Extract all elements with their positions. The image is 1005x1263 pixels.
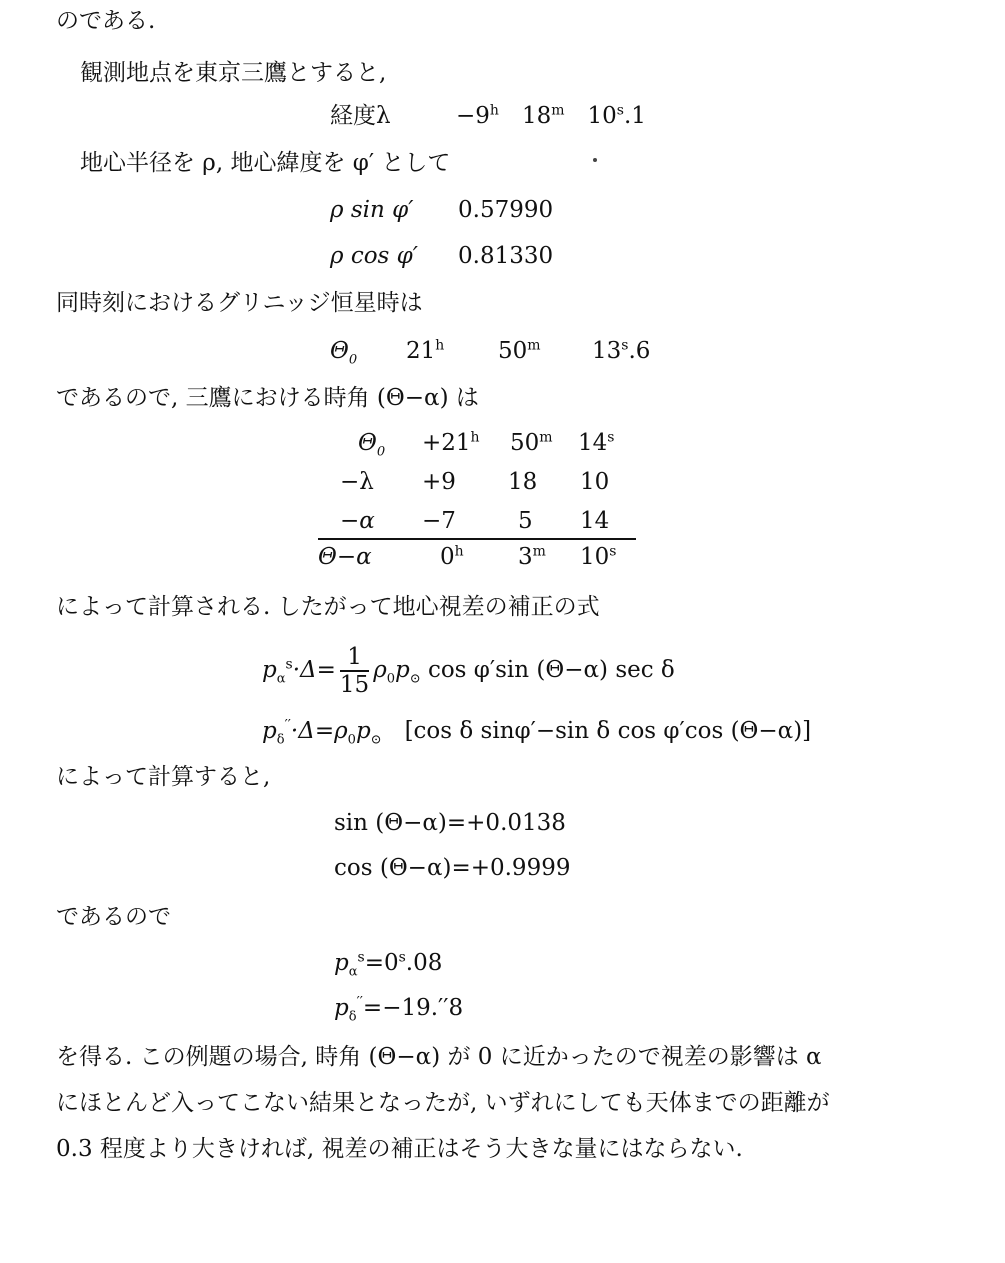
fraction-one-fifteenth: $\frac{1}{15}$ xyxy=(339,644,370,698)
sum-rule xyxy=(318,538,636,540)
calc-row-minutes: 5 xyxy=(518,508,533,534)
text-line-7: 同時刻におけるグリニッジ恒星時は xyxy=(56,290,423,316)
rho-sin-label: ρ sin φ′ xyxy=(330,197,414,223)
calc-result-minutes: 3$^m$ xyxy=(518,543,546,570)
calc-row-minutes: 18 xyxy=(508,469,538,495)
calc-row-seconds: 10 xyxy=(580,469,610,495)
calc-row-label: −λ xyxy=(340,469,374,495)
text-line-20: であるので xyxy=(56,904,171,930)
calc-row-label: −α xyxy=(340,508,375,534)
rho-cos-label: ρ cos φ′ xyxy=(330,243,419,269)
formula-delta-parallax: $p_\delta''\cdot\Delta=\rho_0p_⊙$ [cos δ sinφ′−sin δ cos φ′cos (Θ−α)] xyxy=(262,717,812,748)
text-line-1: のである. xyxy=(56,8,156,34)
calc-result-label: Θ−α xyxy=(318,544,372,570)
sin-hour-angle-eq: sin (Θ−α)=+0.0138 xyxy=(334,810,566,836)
cos-hour-angle-eq: cos (Θ−α)=+0.9999 xyxy=(334,855,571,881)
calc-row-hours: −7 xyxy=(422,508,456,534)
calc-row-seconds: 14 xyxy=(580,508,610,534)
text-line-17: によって計算すると, xyxy=(56,764,271,790)
calc-row-label: $\Theta_0$ xyxy=(358,430,386,460)
gst-label: $\Theta_0$ xyxy=(330,338,358,368)
text-line-4: 地心半径を ρ, 地心緯度を φ′ として xyxy=(80,150,451,176)
text-line-14: によって計算される. したがって地心視差の補正の式 xyxy=(56,594,600,620)
text-line-2: 観測地点を東京三鷹とすると, xyxy=(80,60,387,86)
calc-result-hours: 0$^h$ xyxy=(440,543,464,570)
rho-cos-value: 0.81330 xyxy=(458,243,554,269)
result-p-delta: $p_\delta''=-19.''8$ xyxy=(334,994,464,1025)
longitude-value: $-9^h$ 18$^m$ 10$^s$.1 xyxy=(456,102,646,129)
calc-row-hours: $+21^h$ xyxy=(422,429,480,456)
print-speck xyxy=(593,158,597,162)
gst-hours: 21$^h$ xyxy=(406,337,445,364)
calc-row-hours: +9 xyxy=(422,469,456,495)
result-p-alpha: $p_\alpha^s=0^s.08$ xyxy=(334,949,443,980)
text-line-9: であるので, 三鷹における時角 (Θ−α) は xyxy=(56,385,479,411)
text-line-24: にほとんど入ってこない結果となったが, いずれにしても天体までの距離が xyxy=(56,1090,830,1116)
text-line-25: 0.3 程度より大きければ, 視差の補正はそう大きな量にはならない. xyxy=(56,1136,743,1162)
text-line-23: を得る. この例題の場合, 時角 (Θ−α) が 0 に近かったので視差の影響は α xyxy=(56,1044,822,1070)
rho-sin-value: 0.57990 xyxy=(458,197,554,223)
calc-row-minutes: 50$^m$ xyxy=(510,429,553,456)
gst-seconds: 13$^s$.6 xyxy=(592,337,651,364)
calc-row-seconds: 14$^s$ xyxy=(578,429,615,456)
longitude-label: 経度λ xyxy=(330,103,391,129)
formula-alpha-parallax: $p_\alpha^s\cdot\Delta=$ $\frac{1}{15}$ $\rho_0p_⊙$ cos φ′sin (Θ−α) sec δ xyxy=(262,644,675,698)
calc-result-seconds: 10$^s$ xyxy=(580,543,617,570)
gst-minutes: 50$^m$ xyxy=(498,337,541,364)
